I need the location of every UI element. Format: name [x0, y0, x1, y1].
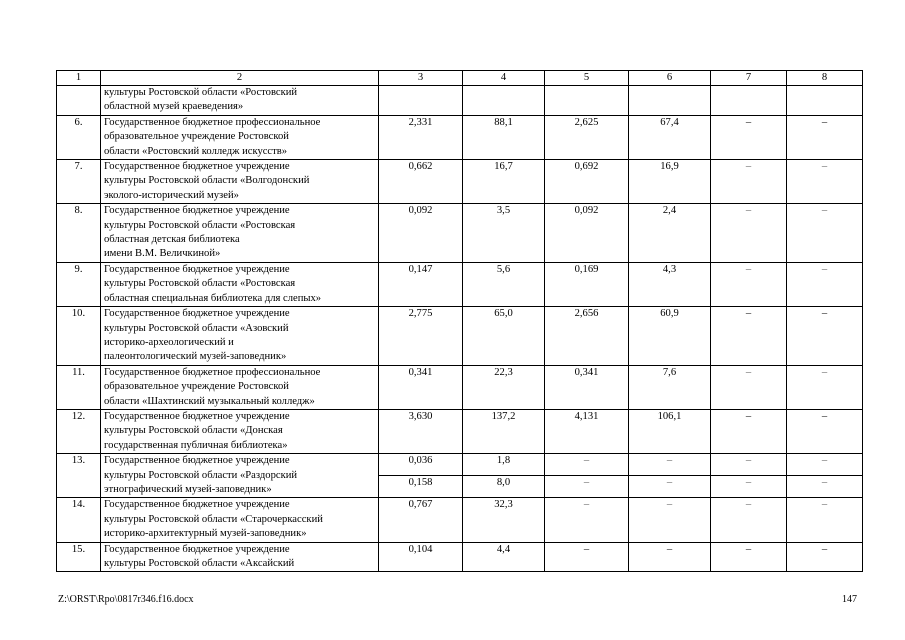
value-cell-c7	[711, 86, 787, 116]
value-cell-c4: 8,0	[463, 476, 545, 498]
row-number: 7.	[57, 160, 101, 204]
value-cell-c4: 32,3	[463, 498, 545, 542]
institution-name	[101, 86, 379, 116]
value-cell-c3: 0,092	[379, 204, 463, 263]
value-cell-c4: 88,1	[463, 115, 545, 159]
value-cell-c3	[379, 86, 463, 116]
value-cell-c3: 0,341	[379, 365, 463, 409]
col-header-2: 2	[101, 71, 379, 86]
institution-name-line: палеонтологический музей-заповедник»	[104, 351, 287, 363]
institution-name-line: имени В.М. Величкиной»	[104, 248, 221, 260]
institution-name-line: культуры Ростовской области «Ростовская	[104, 278, 296, 290]
institution-name-line: историко-археологический и	[104, 336, 234, 348]
value-cell-c3: 0,036	[379, 454, 463, 476]
value-cell-c6	[629, 86, 711, 116]
table-row	[57, 454, 863, 476]
value-cell-c8: –	[787, 365, 863, 409]
row-number: 13.	[57, 454, 101, 498]
value-cell-c8: –	[787, 542, 863, 572]
institution-name-line: культуры Ростовской области «Донская	[104, 425, 283, 437]
table-row	[57, 409, 863, 453]
institution-name-line: Государственное бюджетное учреждение	[104, 543, 290, 555]
value-cell-c5: 0,169	[545, 262, 629, 306]
row-number: 8.	[57, 204, 101, 263]
institution-name-line: Государственное бюджетное учреждение	[104, 499, 290, 511]
institution-name-line: областная детская библиотека	[104, 234, 240, 246]
institution-name-line: культуры Ростовской области «Ростовский	[104, 87, 298, 98]
value-cell-c6: 67,4	[629, 115, 711, 159]
col-header-5: 5	[545, 71, 629, 86]
value-cell-c7: –	[711, 409, 787, 453]
value-cell-c6: 106,1	[629, 409, 711, 453]
institution-name	[101, 498, 379, 542]
value-cell-c5: 2,656	[545, 307, 629, 366]
institution-name-line: Государственное бюджетное учреждение	[104, 205, 290, 217]
value-cell-c5: 0,692	[545, 160, 629, 204]
value-cell-c7: –	[711, 542, 787, 572]
value-cell-c5: –	[545, 454, 629, 476]
value-cell-c3: 0,158	[379, 476, 463, 498]
row-number	[57, 86, 101, 116]
value-cell-c6: –	[629, 476, 711, 498]
value-cell-c8: –	[787, 115, 863, 159]
value-cell-c7: –	[711, 476, 787, 498]
institution-name-line: Государственное бюджетное учреждение	[104, 161, 290, 173]
institution-name-line: Государственное бюджетное учреждение	[104, 455, 290, 467]
value-cell-c3: 0,767	[379, 498, 463, 542]
value-cell-c8: –	[787, 307, 863, 366]
value-cell-c6: 16,9	[629, 160, 711, 204]
col-header-4: 4	[463, 71, 545, 86]
institution-name-line: культуры Ростовской области «Волгодонский	[104, 175, 310, 187]
table-row	[57, 86, 863, 116]
value-cell-c8	[787, 86, 863, 116]
institution-name	[101, 204, 379, 263]
col-header-8: 8	[787, 71, 863, 86]
table-row	[57, 307, 863, 366]
institution-name-line: этнографический музей-заповедник»	[104, 483, 272, 495]
institution-name-line: области «Шахтинский музыкальный колледж»	[104, 395, 315, 407]
value-cell-c6: 60,9	[629, 307, 711, 366]
value-cell-c6: –	[629, 542, 711, 572]
value-cell-c7: –	[711, 160, 787, 204]
institution-name-line: государственная публичная библиотека»	[104, 439, 288, 451]
row-number: 6.	[57, 115, 101, 159]
value-cell-c8: –	[787, 409, 863, 453]
institution-name	[101, 262, 379, 306]
value-cell-c5: –	[545, 542, 629, 572]
table-row	[57, 542, 863, 572]
value-cell-c3: 2,775	[379, 307, 463, 366]
institution-name-line: Государственное бюджетное профессиональное	[104, 116, 321, 128]
value-cell-c6: –	[629, 454, 711, 476]
value-cell-c7: –	[711, 262, 787, 306]
institution-name-line: культуры Ростовской области «Раздорский	[104, 469, 298, 481]
value-cell-c5: –	[545, 476, 629, 498]
value-cell-c8: –	[787, 454, 863, 476]
value-cell-c3: 0,662	[379, 160, 463, 204]
institution-name-line: историко-архитектурный музей-заповедник»	[104, 528, 307, 540]
value-cell-c5: 4,131	[545, 409, 629, 453]
value-cell-c7: –	[711, 307, 787, 366]
table-row	[57, 498, 863, 542]
row-number: 12.	[57, 409, 101, 453]
institution-name	[101, 365, 379, 409]
value-cell-c8: –	[787, 204, 863, 263]
value-cell-c6: 2,4	[629, 204, 711, 263]
value-cell-c4	[463, 86, 545, 116]
value-cell-c3: 0,147	[379, 262, 463, 306]
institution-name	[101, 115, 379, 159]
value-cell-c4: 4,4	[463, 542, 545, 572]
row-number: 14.	[57, 498, 101, 542]
data-table	[56, 70, 863, 572]
institution-name-line: культуры Ростовской области «Старочеркасский	[104, 513, 323, 525]
col-header-3: 3	[379, 71, 463, 86]
value-cell-c8: –	[787, 476, 863, 498]
value-cell-c7: –	[711, 498, 787, 542]
value-cell-c7: –	[711, 204, 787, 263]
value-cell-c8: –	[787, 160, 863, 204]
value-cell-c4: 3,5	[463, 204, 545, 263]
institution-name-line: областной музей краеведения»	[104, 101, 244, 113]
value-cell-c5	[545, 86, 629, 116]
value-cell-c7: –	[711, 365, 787, 409]
institution-name-line: областная специальная библиотека для слепых»	[104, 292, 322, 304]
row-number: 11.	[57, 365, 101, 409]
institution-name-line: культуры Ростовской области «Ростовская	[104, 219, 296, 231]
value-cell-c5: 0,092	[545, 204, 629, 263]
col-header-6: 6	[629, 71, 711, 86]
institution-name	[101, 307, 379, 366]
value-cell-c6: 7,6	[629, 365, 711, 409]
institution-name-line: Государственное бюджетное учреждение	[104, 263, 290, 275]
footer-file-path: Z:\ORST\Rpo\0817r346.f16.docx	[58, 594, 194, 605]
table-row	[57, 160, 863, 204]
value-cell-c4: 16,7	[463, 160, 545, 204]
institution-name-line: образовательное учреждение Ростовской	[104, 131, 289, 143]
value-cell-c6: 4,3	[629, 262, 711, 306]
institution-name-line: Государственное бюджетное учреждение	[104, 410, 290, 422]
institution-name-line: эколого-исторический музей»	[104, 189, 239, 201]
value-cell-c8: –	[787, 262, 863, 306]
table-row	[57, 365, 863, 409]
value-cell-c6: –	[629, 498, 711, 542]
row-number: 15.	[57, 542, 101, 572]
column-number-row	[57, 71, 863, 86]
value-cell-c4: 1,8	[463, 454, 545, 476]
table-row	[57, 262, 863, 306]
institution-name-line: области «Ростовский колледж искусств»	[104, 145, 288, 157]
value-cell-c4: 22,3	[463, 365, 545, 409]
institution-name-line: Государственное бюджетное профессиональное	[104, 366, 321, 378]
institution-name	[101, 542, 379, 572]
value-cell-c5: 0,341	[545, 365, 629, 409]
table-row	[57, 204, 863, 263]
value-cell-c5: –	[545, 498, 629, 542]
footer-page-number: 147	[842, 594, 857, 605]
col-header-1: 1	[57, 71, 101, 86]
value-cell-c3: 3,630	[379, 409, 463, 453]
value-cell-c4: 65,0	[463, 307, 545, 366]
institution-name	[101, 454, 379, 498]
value-cell-c5: 2,625	[545, 115, 629, 159]
value-cell-c3: 2,331	[379, 115, 463, 159]
value-cell-c4: 5,6	[463, 262, 545, 306]
institution-name-line: образовательное учреждение Ростовской	[104, 381, 289, 393]
value-cell-c7: –	[711, 454, 787, 476]
institution-name-line: культуры Ростовской области «Азовский	[104, 322, 289, 334]
institution-name	[101, 409, 379, 453]
institution-name	[101, 160, 379, 204]
institution-name-line: Государственное бюджетное учреждение	[104, 308, 290, 320]
institution-name-line: культуры Ростовской области «Аксайский	[104, 558, 295, 569]
value-cell-c3: 0,104	[379, 542, 463, 572]
value-cell-c8: –	[787, 498, 863, 542]
row-number: 9.	[57, 262, 101, 306]
value-cell-c7: –	[711, 115, 787, 159]
value-cell-c4: 137,2	[463, 409, 545, 453]
col-header-7: 7	[711, 71, 787, 86]
row-number: 10.	[57, 307, 101, 366]
table-row	[57, 115, 863, 159]
